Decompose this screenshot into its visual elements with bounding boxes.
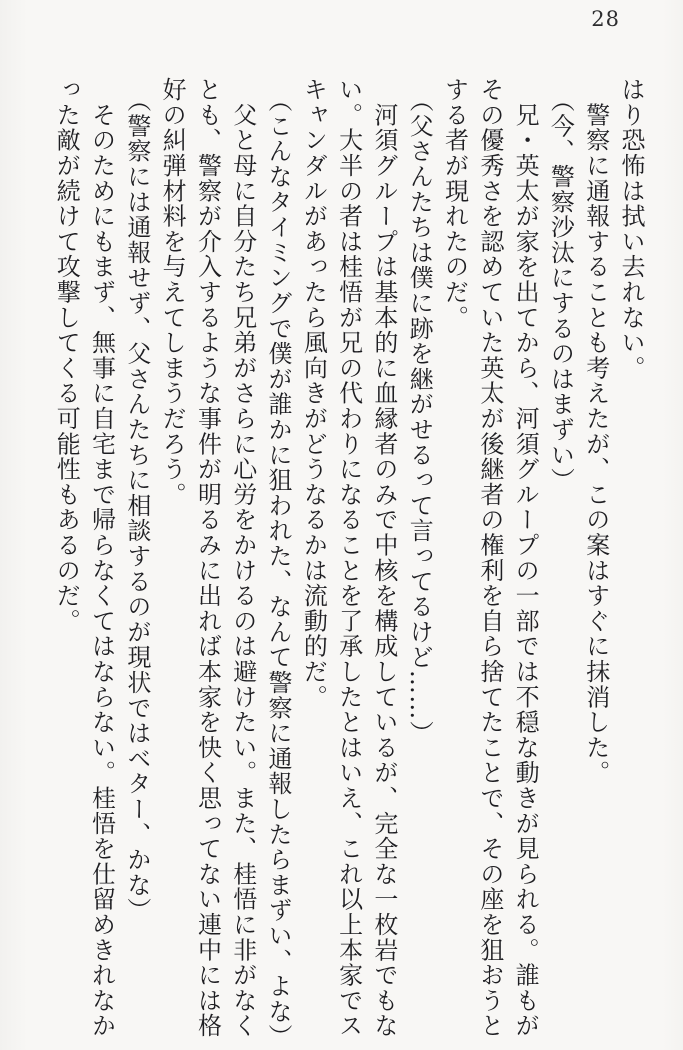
text-line: （父さんたちは僕に跡を継がせるって言ってるけど……） (405, 87, 434, 746)
text-line: その優秀さを認めていた英太が後継者の権利を自ら捨てたことで、その座を狙おうと (475, 77, 504, 1039)
text-line: （警察には通報せず、父さんたちに相談するのが現状ではベター、かな） (122, 87, 151, 923)
text-line: はり恐怖は拭い去れない。 (617, 77, 645, 381)
text-line: （こんなタイミングで僕が誰かに狙われた、なんて警察に通報したらまずい、よな） (264, 87, 293, 1050)
text-block (48, 77, 648, 1050)
page-number: 28 (591, 7, 620, 31)
text-line: する者が現れたのだ。 (440, 77, 469, 330)
text-line: 兄・英太が家を出てから、河須グループの一部では不穏な動きが見られる。誰もが (511, 77, 540, 1039)
text-line: い。大半の者は桂悟が兄の代わりになることを了承したとはいえ、これ以上本家でス (334, 77, 363, 1039)
text-line: 警察に通報することも考えたが、この案はすぐに抹消した。 (581, 77, 610, 786)
text-line: （今、警察沙汰にするのはまずい） (546, 87, 575, 493)
text-line: 好の糾弾材料を与えてしまうだろう。 (158, 77, 187, 508)
text-line: 河須グループは基本的に血縁者のみで中核を構成しているが、完全な一枚岩でもな (369, 77, 398, 1039)
text-line: キャンダルがあったら風向きがどうなるかは流動的だ。 (299, 77, 328, 710)
text-line: とも、警察が介入するような事件が明るみに出れば本家を快く思ってない連中には格 (193, 77, 222, 1039)
text-line: った敵が続けて攻撃してくる可能性もあるのだ。 (52, 77, 81, 634)
text-line: そのためにもまず、無事に自宅まで帰らなくてはならない。桂悟を仕留めきれなか (87, 77, 116, 1039)
text-line: 父と母に自分たち兄弟がさらに心労をかけるのは避けたい。また、桂悟に非がなく (228, 77, 257, 1039)
